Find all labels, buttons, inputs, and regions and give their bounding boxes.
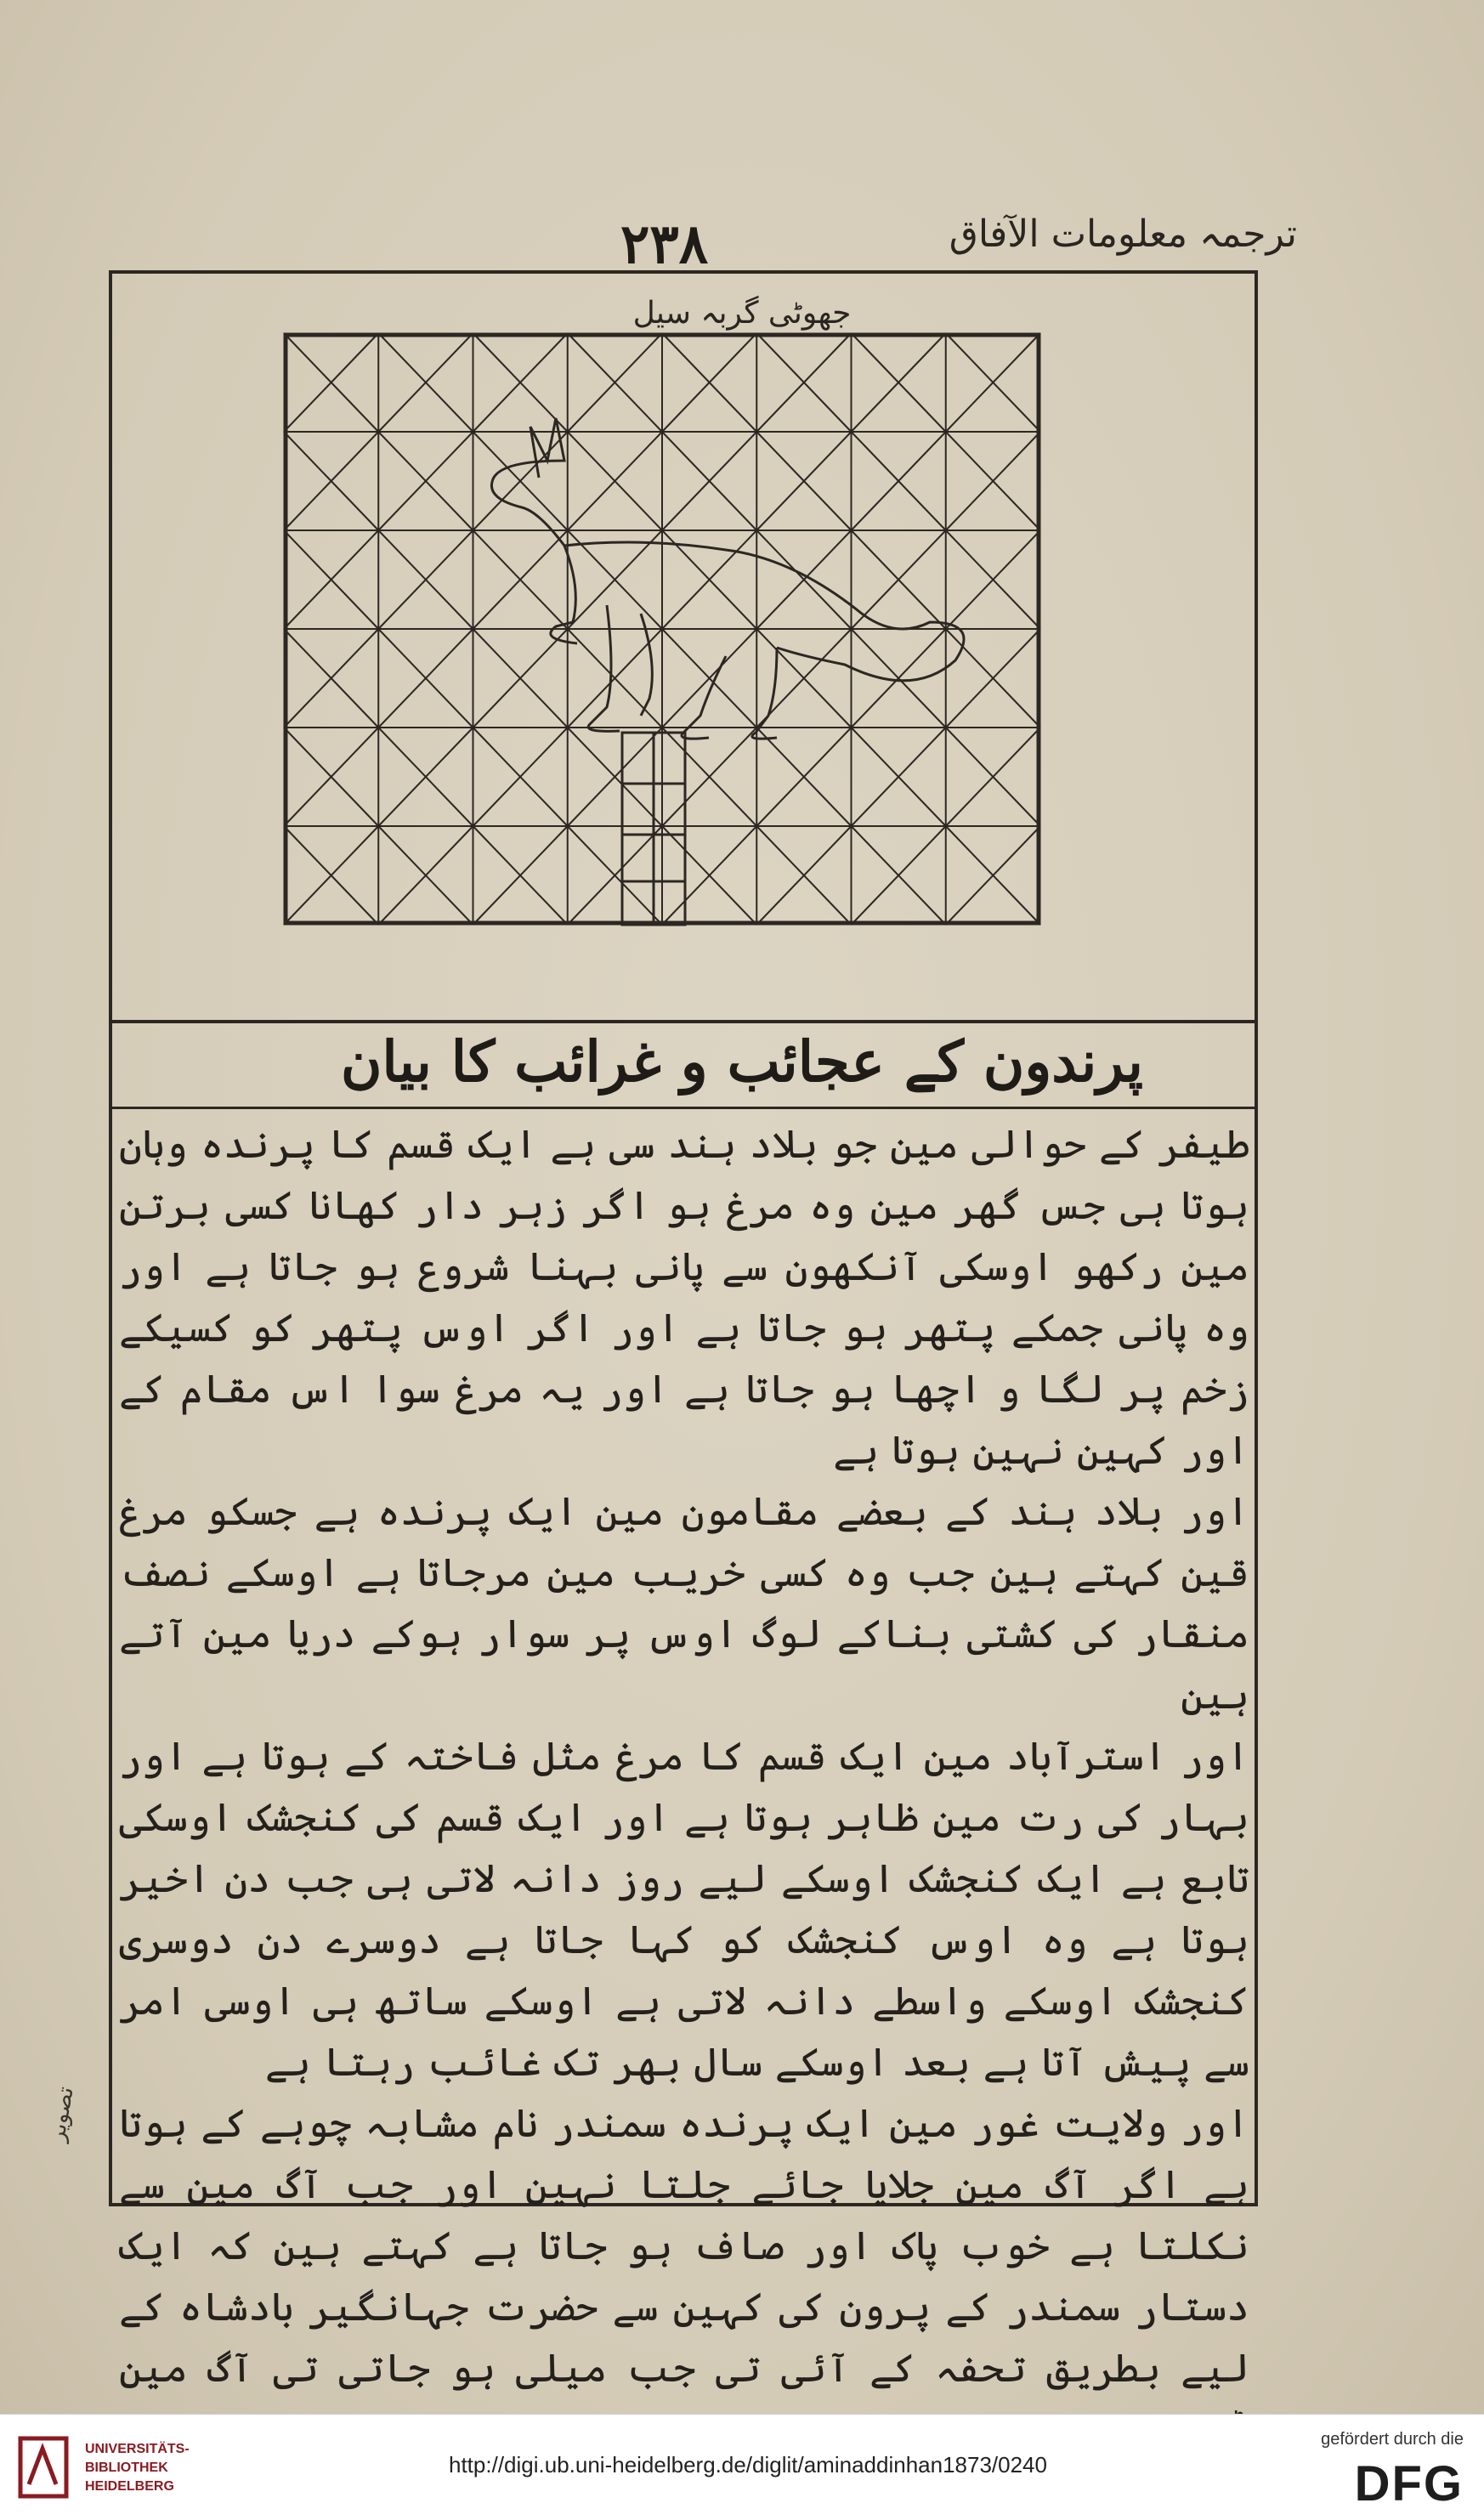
logo-line: UNIVERSITÄTS-: [85, 2442, 190, 2456]
body-text: [119, 1113, 1249, 2460]
page-number: ۲۳۸: [620, 212, 709, 276]
sponsor-label: gefördert durch die: [1321, 2430, 1464, 2449]
paragraph: اور بلاد ہند کے بعضے مقامون مین ایک پرندہ ہے جسکو مرغ قین کہتے ہین جب وہ کسی خریب مین مرجاتا ہے اوسکے نصف منقار کی کشتی بناکے لوگ اوس پر سوار ہوکے دریا مین آتے ہین: [119, 1488, 1249, 1718]
paragraph: طیفر کے حوالی مین جو بلاد ہند سی ہے ایک قسم کا پرندہ وہان ہوتا ہی جس گھر مین وہ مرغ ہو اگر زہر دار کھانا کسی برتن مین رکھو اوسکی آنکھون سے پانی بہنا شروع ہو جاتا ہے اور وہ پانی جمکے پتھر ہو جاتا ہے اور اگر اوس پتھر کو کسیکے زخم پر لگا و اچھا ہو جاتا ہے اور یہ مرغ سوا اس مقام کے اور کہین نہین ہوتا ہے: [119, 1121, 1249, 1473]
logo-line: HEIDELBERG: [85, 2479, 174, 2494]
section-rule: [109, 1020, 1255, 1023]
margin-note: تصویر: [44, 2085, 79, 2144]
viewer-footer: [0, 2414, 1484, 2520]
running-head: ترجمہ معلومات الآفاق: [949, 212, 1297, 256]
paragraph: اور استرآباد مین ایک قسم کا مرغ مثل فاختہ کے ہوتا ہے اور بہار کی رت مین ظاہر ہوتا ہے اور ایک قسم کی کنجشک اوسکی تابع ہے ایک کنجشک اوسکے لیے روز دانہ لاتی ہی جب دن اخیر ہوتا ہے وہ اوس کنجشک کو کہا جاتا ہے دوسرے دن دوسری کنجشک اوسکے واسطے دانہ لاتی ہے اوسکے ساتھ ہی اوسی امر سے پیش آتا ہے بعد اوسکے سال بھر تک غائب رہتا ہے: [119, 1733, 1249, 2085]
section-heading: پرندون کے عجائب و غرائب کا بیان: [340, 1028, 1144, 1095]
figure-caption: جھوٹی گربہ سیل: [632, 296, 852, 331]
library-logo-text: [85, 2440, 190, 2496]
heading-underline: [109, 1107, 1255, 1109]
logo-line: BIBLIOTHEK: [85, 2461, 168, 2475]
university-seal-icon: [17, 2433, 70, 2501]
dfg-logo: DFG: [1354, 2456, 1464, 2512]
paragraph: اور ولایت غور مین ایک پرندہ سمندر نام مشابہ چوہے کے ہوتا ہے اگر آگ مین جلایا جائے جلتا نہین اور جب آگ مین سے نکلتا ہے خوب پاک اور صاف ہو جاتا ہے کہتے ہین کہ ایک دستار سمندر کے پرون کی کہین سے حضرت جہانگیر بادشاہ کے لیے بطریق تحفہ کے آئی تی جب میلی ہو جاتی تی آگ مین: [119, 2100, 1249, 2391]
fox-drawing: [491, 418, 964, 739]
permalink[interactable]: http://digi.ub.uni-heidelberg.de/diglit/aminaddinhan1873/0240: [449, 2452, 1047, 2478]
door-drawing: [622, 733, 685, 925]
animal-grid-illustration: [284, 333, 1040, 925]
